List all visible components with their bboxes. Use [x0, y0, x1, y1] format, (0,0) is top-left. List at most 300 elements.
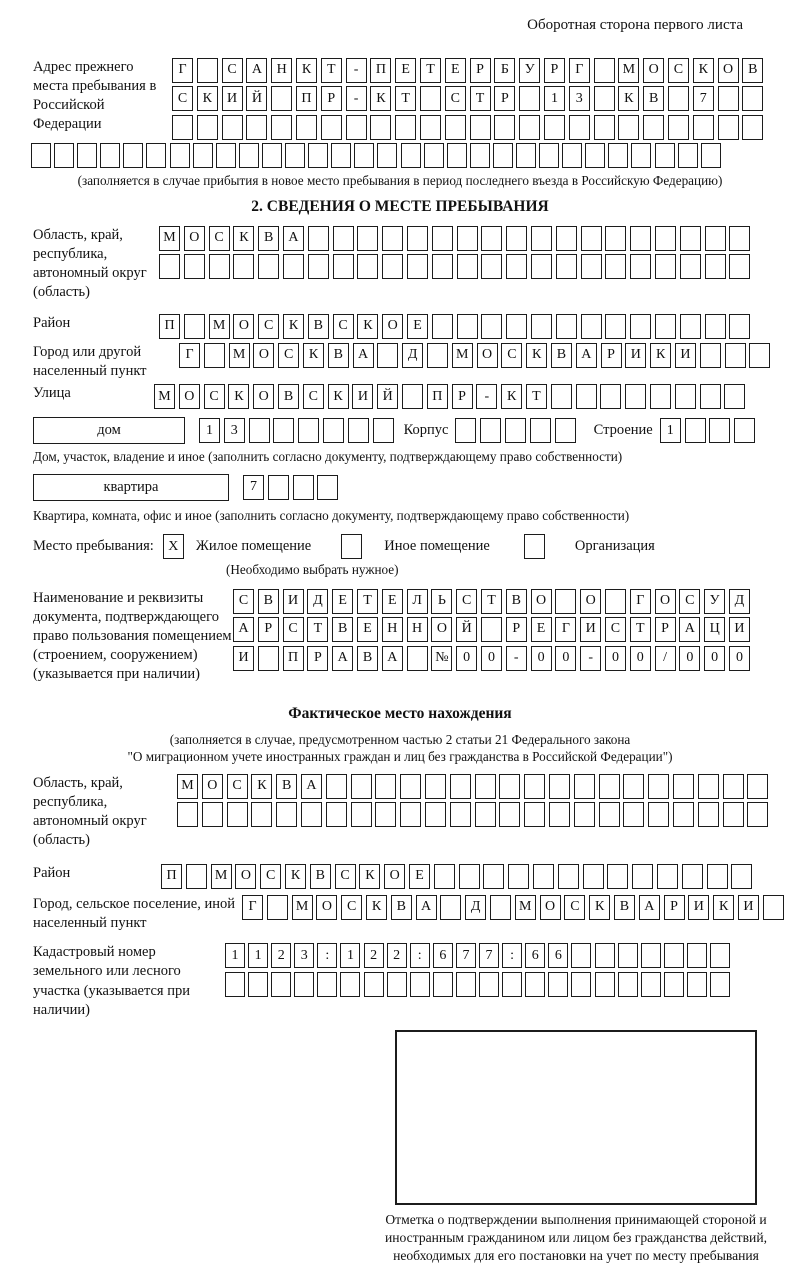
char-cell[interactable] — [294, 972, 314, 997]
char-cell[interactable]: В — [278, 384, 299, 409]
char-cell[interactable] — [459, 864, 480, 889]
char-cell[interactable]: Г — [630, 589, 651, 614]
char-cell[interactable] — [650, 384, 671, 409]
char-cell[interactable]: О — [202, 774, 223, 799]
char-cell[interactable]: С — [283, 617, 304, 642]
char-cell[interactable]: П — [283, 646, 304, 671]
char-cell[interactable]: М — [209, 314, 230, 339]
char-cell[interactable] — [258, 646, 279, 671]
char-cell[interactable]: К — [366, 895, 387, 920]
char-cell[interactable]: Т — [481, 589, 502, 614]
char-cell[interactable] — [710, 972, 730, 997]
char-cell[interactable] — [630, 226, 651, 251]
char-cell[interactable] — [723, 802, 744, 827]
char-cell[interactable] — [317, 475, 338, 500]
char-cell[interactable] — [655, 226, 676, 251]
char-cell[interactable]: Р — [470, 58, 491, 83]
char-cell[interactable] — [193, 143, 213, 168]
char-cell[interactable] — [673, 802, 694, 827]
char-cell[interactable] — [267, 895, 288, 920]
char-cell[interactable] — [555, 418, 576, 443]
char-cell[interactable]: О — [580, 589, 601, 614]
char-cell[interactable] — [556, 314, 577, 339]
char-cell[interactable] — [351, 774, 372, 799]
char-cell[interactable]: К — [501, 384, 522, 409]
char-cell[interactable] — [470, 143, 490, 168]
char-cell[interactable]: Г — [569, 58, 590, 83]
char-cell[interactable] — [326, 774, 347, 799]
char-cell[interactable] — [723, 774, 744, 799]
char-cell[interactable]: Т — [630, 617, 651, 642]
char-cell[interactable] — [680, 226, 701, 251]
char-cell[interactable]: П — [427, 384, 448, 409]
char-cell[interactable]: В — [614, 895, 635, 920]
char-cell[interactable] — [387, 972, 407, 997]
char-cell[interactable] — [481, 226, 502, 251]
char-cell[interactable] — [519, 86, 540, 111]
char-cell[interactable] — [571, 943, 591, 968]
char-cell[interactable] — [605, 226, 626, 251]
char-cell[interactable] — [594, 86, 615, 111]
char-cell[interactable]: С — [303, 384, 324, 409]
char-cell[interactable]: 0 — [481, 646, 502, 671]
char-cell[interactable] — [533, 864, 554, 889]
char-cell[interactable] — [271, 86, 292, 111]
char-cell[interactable]: К — [357, 314, 378, 339]
char-cell[interactable] — [407, 646, 428, 671]
char-cell[interactable]: В — [742, 58, 763, 83]
char-cell[interactable] — [499, 774, 520, 799]
char-cell[interactable]: О — [184, 226, 205, 251]
char-cell[interactable] — [749, 343, 770, 368]
char-cell[interactable]: О — [718, 58, 739, 83]
char-cell[interactable] — [432, 314, 453, 339]
char-cell[interactable] — [159, 254, 180, 279]
char-cell[interactable]: О — [253, 343, 274, 368]
char-cell[interactable]: С — [445, 86, 466, 111]
char-cell[interactable] — [432, 226, 453, 251]
char-cell[interactable]: Ь — [431, 589, 452, 614]
char-cell[interactable]: 1 — [225, 943, 245, 968]
char-cell[interactable] — [549, 774, 570, 799]
char-cell[interactable] — [576, 384, 597, 409]
char-cell[interactable] — [202, 802, 223, 827]
char-cell[interactable] — [574, 802, 595, 827]
char-cell[interactable]: А — [332, 646, 353, 671]
char-cell[interactable]: О — [643, 58, 664, 83]
char-cell[interactable]: П — [296, 86, 317, 111]
char-cell[interactable]: Й — [246, 86, 267, 111]
char-cell[interactable]: В — [308, 314, 329, 339]
char-cell[interactable]: Д — [729, 589, 750, 614]
char-cell[interactable] — [351, 802, 372, 827]
char-cell[interactable] — [375, 774, 396, 799]
char-cell[interactable] — [664, 943, 684, 968]
char-cell[interactable]: О — [382, 314, 403, 339]
char-cell[interactable] — [618, 115, 639, 140]
char-cell[interactable] — [701, 143, 721, 168]
char-cell[interactable]: О — [233, 314, 254, 339]
char-cell[interactable] — [407, 254, 428, 279]
char-cell[interactable]: 0 — [531, 646, 552, 671]
char-cell[interactable] — [505, 418, 526, 443]
char-cell[interactable]: 0 — [704, 646, 725, 671]
char-cell[interactable] — [258, 254, 279, 279]
char-cell[interactable]: 6 — [548, 943, 568, 968]
char-cell[interactable] — [599, 774, 620, 799]
char-cell[interactable] — [632, 864, 653, 889]
char-cell[interactable] — [457, 314, 478, 339]
char-cell[interactable] — [410, 972, 430, 997]
char-cell[interactable] — [605, 254, 626, 279]
char-cell[interactable] — [548, 972, 568, 997]
char-cell[interactable] — [432, 254, 453, 279]
char-cell[interactable] — [382, 226, 403, 251]
char-cell[interactable] — [401, 143, 421, 168]
stay-type-checkbox-residential[interactable]: X — [163, 534, 184, 559]
char-cell[interactable] — [494, 115, 515, 140]
char-cell[interactable] — [631, 143, 651, 168]
char-cell[interactable] — [705, 226, 726, 251]
char-cell[interactable] — [710, 943, 730, 968]
char-cell[interactable]: - — [476, 384, 497, 409]
char-cell[interactable] — [197, 115, 218, 140]
char-cell[interactable] — [608, 143, 628, 168]
char-cell[interactable]: У — [519, 58, 540, 83]
char-cell[interactable] — [308, 226, 329, 251]
char-cell[interactable] — [700, 343, 721, 368]
char-cell[interactable] — [581, 226, 602, 251]
char-cell[interactable] — [682, 864, 703, 889]
char-cell[interactable] — [331, 143, 351, 168]
char-cell[interactable] — [524, 774, 545, 799]
char-cell[interactable] — [481, 617, 502, 642]
char-cell[interactable]: 1 — [340, 943, 360, 968]
char-cell[interactable]: А — [576, 343, 597, 368]
char-cell[interactable] — [251, 802, 272, 827]
char-cell[interactable]: Й — [456, 617, 477, 642]
char-cell[interactable]: Е — [409, 864, 430, 889]
char-cell[interactable] — [630, 314, 651, 339]
char-cell[interactable] — [481, 254, 502, 279]
char-cell[interactable] — [698, 802, 719, 827]
char-cell[interactable] — [440, 895, 461, 920]
char-cell[interactable] — [434, 864, 455, 889]
char-cell[interactable]: - — [580, 646, 601, 671]
char-cell[interactable] — [479, 972, 499, 997]
char-cell[interactable] — [321, 115, 342, 140]
char-cell[interactable] — [457, 226, 478, 251]
char-cell[interactable] — [678, 143, 698, 168]
char-cell[interactable]: И — [283, 589, 304, 614]
char-cell[interactable]: С — [258, 314, 279, 339]
char-cell[interactable]: А — [246, 58, 267, 83]
char-cell[interactable] — [687, 943, 707, 968]
char-cell[interactable] — [524, 802, 545, 827]
char-cell[interactable]: О — [384, 864, 405, 889]
char-cell[interactable]: С — [564, 895, 585, 920]
char-cell[interactable] — [239, 143, 259, 168]
char-cell[interactable] — [209, 254, 230, 279]
char-cell[interactable] — [268, 475, 289, 500]
char-cell[interactable] — [571, 972, 591, 997]
char-cell[interactable] — [655, 314, 676, 339]
char-cell[interactable] — [308, 143, 328, 168]
char-cell[interactable] — [100, 143, 120, 168]
char-cell[interactable] — [705, 254, 726, 279]
char-cell[interactable] — [698, 774, 719, 799]
char-cell[interactable] — [425, 774, 446, 799]
char-cell[interactable]: Т — [321, 58, 342, 83]
char-cell[interactable] — [556, 226, 577, 251]
char-cell[interactable] — [718, 115, 739, 140]
char-cell[interactable] — [271, 115, 292, 140]
char-cell[interactable]: В — [258, 589, 279, 614]
char-cell[interactable] — [551, 384, 572, 409]
char-cell[interactable]: К — [285, 864, 306, 889]
char-cell[interactable]: И — [738, 895, 759, 920]
char-cell[interactable]: И — [580, 617, 601, 642]
char-cell[interactable]: М — [177, 774, 198, 799]
char-cell[interactable]: Г — [179, 343, 200, 368]
char-cell[interactable] — [556, 254, 577, 279]
char-cell[interactable]: П — [159, 314, 180, 339]
char-cell[interactable]: Р — [544, 58, 565, 83]
char-cell[interactable] — [407, 226, 428, 251]
char-cell[interactable] — [530, 418, 551, 443]
char-cell[interactable]: К — [693, 58, 714, 83]
char-cell[interactable] — [508, 864, 529, 889]
char-cell[interactable] — [668, 115, 689, 140]
char-cell[interactable] — [490, 895, 511, 920]
char-cell[interactable] — [450, 774, 471, 799]
char-cell[interactable] — [655, 254, 676, 279]
char-cell[interactable] — [475, 802, 496, 827]
char-cell[interactable]: В — [357, 646, 378, 671]
char-cell[interactable] — [445, 115, 466, 140]
char-cell[interactable]: 2 — [364, 943, 384, 968]
char-cell[interactable] — [516, 143, 536, 168]
char-cell[interactable]: Г — [242, 895, 263, 920]
char-cell[interactable] — [480, 418, 501, 443]
char-cell[interactable]: А — [639, 895, 660, 920]
char-cell[interactable] — [664, 972, 684, 997]
char-cell[interactable]: 3 — [224, 418, 245, 443]
char-cell[interactable]: Л — [407, 589, 428, 614]
char-cell[interactable]: Б — [494, 58, 515, 83]
char-cell[interactable] — [685, 418, 706, 443]
char-cell[interactable]: 7 — [243, 475, 264, 500]
char-cell[interactable] — [354, 143, 374, 168]
char-cell[interactable] — [186, 864, 207, 889]
char-cell[interactable] — [340, 972, 360, 997]
char-cell[interactable] — [747, 774, 768, 799]
char-cell[interactable]: Р — [601, 343, 622, 368]
char-cell[interactable]: 0 — [555, 646, 576, 671]
char-cell[interactable] — [648, 774, 669, 799]
char-cell[interactable]: О — [540, 895, 561, 920]
char-cell[interactable] — [425, 802, 446, 827]
char-cell[interactable]: И — [233, 646, 254, 671]
char-cell[interactable] — [605, 314, 626, 339]
char-cell[interactable]: 3 — [569, 86, 590, 111]
char-cell[interactable] — [705, 314, 726, 339]
char-cell[interactable]: П — [161, 864, 182, 889]
char-cell[interactable] — [648, 802, 669, 827]
char-cell[interactable] — [249, 418, 270, 443]
char-cell[interactable]: Т — [357, 589, 378, 614]
char-cell[interactable]: О — [316, 895, 337, 920]
char-cell[interactable]: И — [729, 617, 750, 642]
char-cell[interactable]: С — [605, 617, 626, 642]
char-cell[interactable] — [499, 802, 520, 827]
char-cell[interactable] — [172, 115, 193, 140]
char-cell[interactable] — [457, 254, 478, 279]
char-cell[interactable] — [184, 314, 205, 339]
char-cell[interactable]: 0 — [605, 646, 626, 671]
char-cell[interactable] — [539, 143, 559, 168]
char-cell[interactable] — [447, 143, 467, 168]
char-cell[interactable] — [400, 802, 421, 827]
stay-type-checkbox-organization[interactable] — [524, 534, 545, 559]
char-cell[interactable] — [729, 314, 750, 339]
char-cell[interactable]: 7 — [456, 943, 476, 968]
char-cell[interactable] — [308, 254, 329, 279]
char-cell[interactable]: В — [310, 864, 331, 889]
char-cell[interactable]: С — [222, 58, 243, 83]
char-cell[interactable]: К — [303, 343, 324, 368]
char-cell[interactable] — [475, 774, 496, 799]
char-cell[interactable] — [424, 143, 444, 168]
char-cell[interactable]: / — [655, 646, 676, 671]
char-cell[interactable]: 0 — [679, 646, 700, 671]
char-cell[interactable]: В — [643, 86, 664, 111]
char-cell[interactable]: С — [335, 864, 356, 889]
char-cell[interactable] — [558, 864, 579, 889]
char-cell[interactable]: С — [204, 384, 225, 409]
char-cell[interactable]: А — [679, 617, 700, 642]
char-cell[interactable]: С — [227, 774, 248, 799]
char-cell[interactable] — [643, 115, 664, 140]
char-cell[interactable]: 2 — [271, 943, 291, 968]
char-cell[interactable] — [583, 864, 604, 889]
char-cell[interactable]: И — [222, 86, 243, 111]
char-cell[interactable]: 2 — [387, 943, 407, 968]
char-cell[interactable]: : — [502, 943, 522, 968]
char-cell[interactable] — [293, 475, 314, 500]
char-cell[interactable] — [323, 418, 344, 443]
char-cell[interactable]: С — [172, 86, 193, 111]
char-cell[interactable] — [729, 254, 750, 279]
char-cell[interactable]: М — [229, 343, 250, 368]
char-cell[interactable]: 3 — [294, 943, 314, 968]
char-cell[interactable] — [184, 254, 205, 279]
char-cell[interactable] — [455, 418, 476, 443]
char-cell[interactable]: М — [154, 384, 175, 409]
char-cell[interactable]: М — [159, 226, 180, 251]
char-cell[interactable]: М — [452, 343, 473, 368]
char-cell[interactable]: И — [675, 343, 696, 368]
char-cell[interactable] — [595, 972, 615, 997]
char-cell[interactable]: 7 — [693, 86, 714, 111]
char-cell[interactable] — [123, 143, 143, 168]
char-cell[interactable]: - — [346, 86, 367, 111]
char-cell[interactable]: Т — [420, 58, 441, 83]
char-cell[interactable]: Е — [357, 617, 378, 642]
char-cell[interactable]: Д — [465, 895, 486, 920]
char-cell[interactable] — [197, 58, 218, 83]
char-cell[interactable]: С — [501, 343, 522, 368]
char-cell[interactable]: О — [253, 384, 274, 409]
char-cell[interactable] — [285, 143, 305, 168]
char-cell[interactable] — [77, 143, 97, 168]
char-cell[interactable]: В — [332, 617, 353, 642]
char-cell[interactable] — [364, 972, 384, 997]
char-cell[interactable]: Д — [307, 589, 328, 614]
char-cell[interactable] — [373, 418, 394, 443]
char-cell[interactable]: К — [197, 86, 218, 111]
char-cell[interactable] — [357, 226, 378, 251]
char-cell[interactable]: 1 — [660, 418, 681, 443]
char-cell[interactable]: К — [359, 864, 380, 889]
char-cell[interactable] — [481, 314, 502, 339]
char-cell[interactable] — [262, 143, 282, 168]
char-cell[interactable] — [296, 115, 317, 140]
char-cell[interactable]: 0 — [630, 646, 651, 671]
char-cell[interactable] — [370, 115, 391, 140]
char-cell[interactable] — [146, 143, 166, 168]
char-cell[interactable] — [470, 115, 491, 140]
char-cell[interactable]: А — [353, 343, 374, 368]
char-cell[interactable] — [668, 86, 689, 111]
char-cell[interactable]: О — [531, 589, 552, 614]
char-cell[interactable] — [562, 143, 582, 168]
char-cell[interactable] — [31, 143, 51, 168]
char-cell[interactable] — [382, 254, 403, 279]
char-cell[interactable] — [574, 774, 595, 799]
char-cell[interactable]: Е — [332, 589, 353, 614]
char-cell[interactable] — [271, 972, 291, 997]
char-cell[interactable]: Г — [555, 617, 576, 642]
char-cell[interactable]: К — [589, 895, 610, 920]
char-cell[interactable]: 0 — [456, 646, 477, 671]
char-cell[interactable]: О — [477, 343, 498, 368]
char-cell[interactable] — [544, 115, 565, 140]
char-cell[interactable] — [502, 972, 522, 997]
char-cell[interactable] — [456, 972, 476, 997]
char-cell[interactable] — [375, 802, 396, 827]
char-cell[interactable]: 7 — [479, 943, 499, 968]
char-cell[interactable] — [555, 589, 576, 614]
char-cell[interactable]: 6 — [525, 943, 545, 968]
char-cell[interactable]: С — [209, 226, 230, 251]
char-cell[interactable] — [333, 254, 354, 279]
char-cell[interactable] — [700, 384, 721, 409]
char-cell[interactable]: 1 — [248, 943, 268, 968]
char-cell[interactable] — [747, 802, 768, 827]
char-cell[interactable]: В — [276, 774, 297, 799]
char-cell[interactable] — [594, 58, 615, 83]
char-cell[interactable] — [605, 589, 626, 614]
char-cell[interactable]: Н — [382, 617, 403, 642]
char-cell[interactable] — [709, 418, 730, 443]
char-cell[interactable] — [725, 343, 746, 368]
char-cell[interactable]: Т — [470, 86, 491, 111]
char-cell[interactable]: Г — [172, 58, 193, 83]
char-cell[interactable] — [493, 143, 513, 168]
char-cell[interactable]: К — [526, 343, 547, 368]
char-cell[interactable]: К — [370, 86, 391, 111]
